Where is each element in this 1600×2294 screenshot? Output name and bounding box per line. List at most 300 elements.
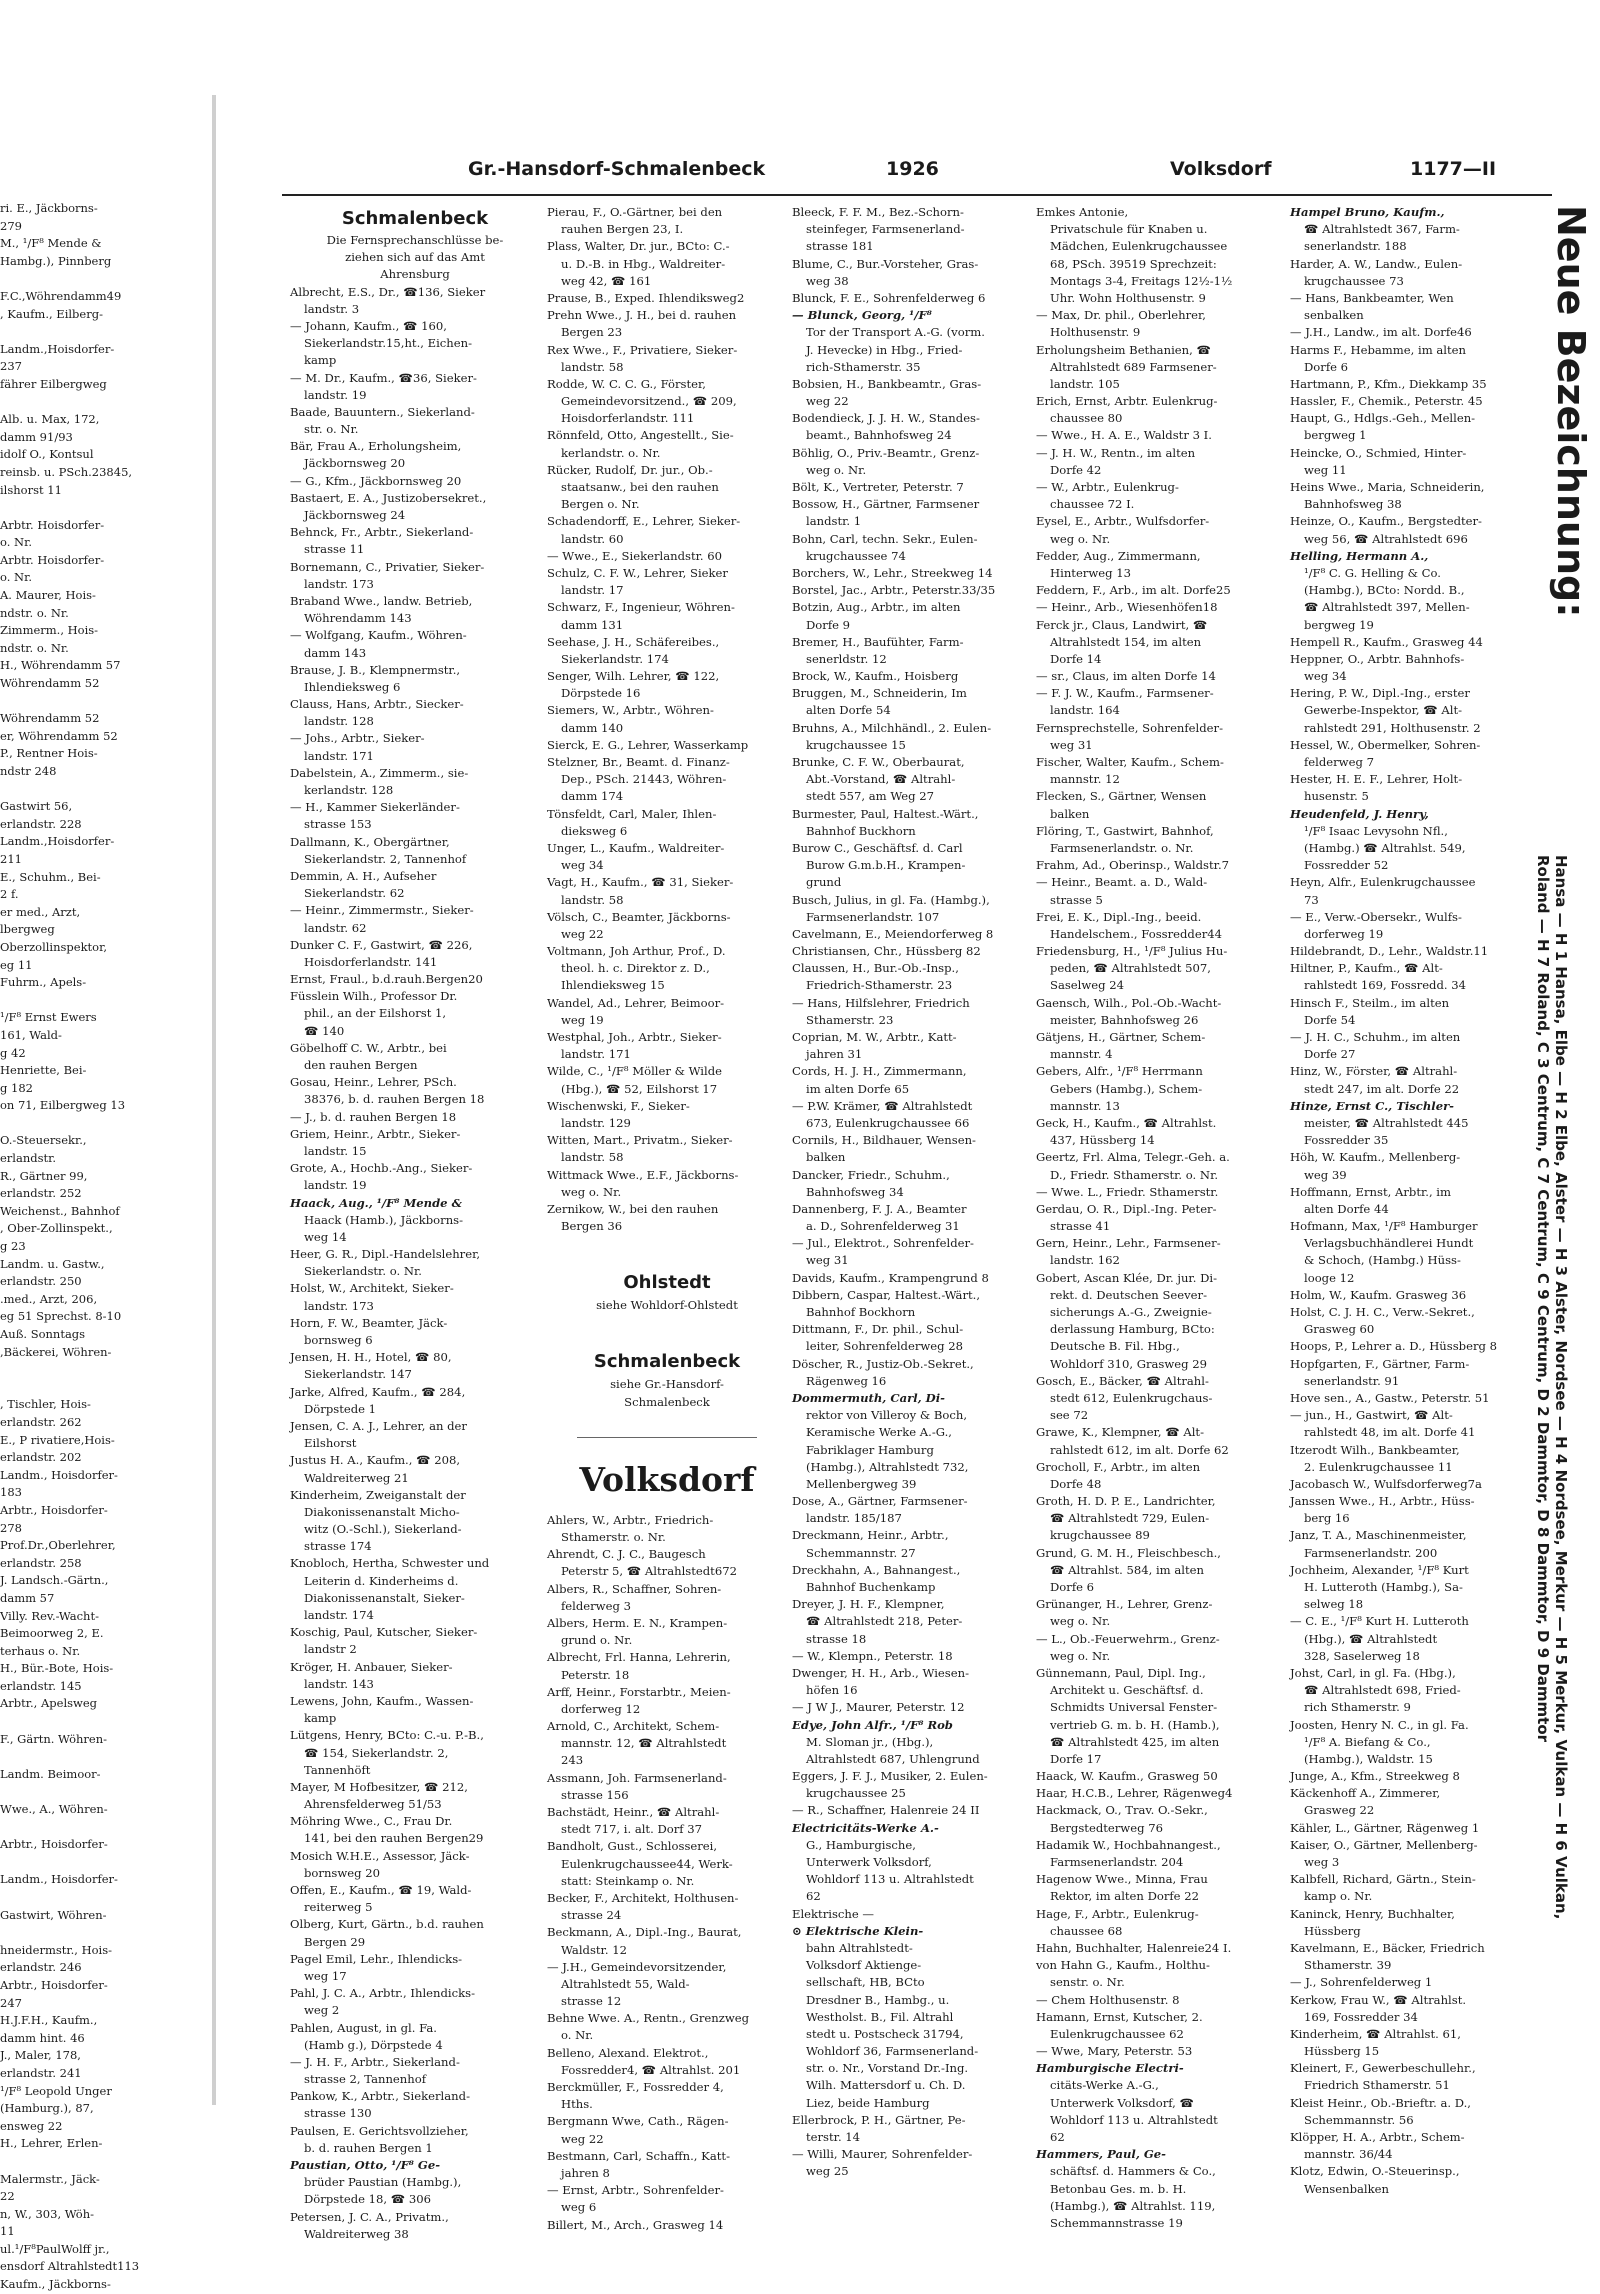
entry-line: Wohldorf 310, Grasweg 29 xyxy=(1050,1356,1208,1371)
section-note: Die Fernsprechanschlüsse be- xyxy=(326,233,504,247)
directory-entry xyxy=(1290,2026,1548,2060)
entry-line: Holthusenstr. 9 xyxy=(1050,325,1141,340)
entry-line: 328, Saselerweg 18 xyxy=(1304,1648,1420,1663)
entry-line: von Hahn G., Kaufm., Holthu- xyxy=(1036,1958,1210,1973)
entry-line: Siekerlandstr. o. Nr. xyxy=(304,1264,422,1279)
entry-line: Heppner, O., Arbtr. Bahnhofs- xyxy=(1290,651,1465,666)
entry-line: Heinze, O., Kaufm., Bergstedter- xyxy=(1290,514,1482,529)
entry-line: sellschaft, HB, BCto xyxy=(806,1975,925,1990)
entry-line: citäts-Werke A.-G., xyxy=(1050,2078,1159,2093)
entry-line: Behne Wwe. A., Rentn., Grenzweg xyxy=(547,2011,750,2026)
entry-line: Dresdner B., Hambg., u. xyxy=(806,1992,950,2007)
entry-line: Tönsfeldt, Carl, Maler, Ihlen- xyxy=(547,806,717,821)
directory-entry xyxy=(290,318,540,370)
entry-line: grund o. Nr. xyxy=(561,1633,633,1648)
entry-line: Wandel, Ad., Lehrer, Beimoor- xyxy=(547,995,725,1010)
entry-line: rahlstedt 612, im alt. Dorfe 62 xyxy=(1050,1442,1229,1457)
entry-line: Rönnfeld, Otto, Angestellt., Sie- xyxy=(547,428,734,443)
entry-line: landstr. 143 xyxy=(304,1676,374,1691)
entry-line: weg 11 xyxy=(1304,462,1347,477)
entry-line: Dunker C. F., Gastwirt, ☎ 226, xyxy=(290,937,473,952)
entry-line: Bahnhof Bockhorn xyxy=(806,1305,916,1319)
entry-line: Friedrich-Sthamerstr. 23 xyxy=(806,978,953,993)
entry-line: Dorfe 14 xyxy=(1050,651,1102,666)
entry-line: landstr. 128 xyxy=(304,714,374,729)
entry-line: Dorfe 54 xyxy=(1304,1012,1356,1027)
left-fragment-line xyxy=(0,1748,150,1766)
entry-line: Clauss, Hans, Arbtr., Siecker- xyxy=(290,697,464,712)
entry-line: Haack (Hamb.), Jäckborns- xyxy=(304,1212,464,1227)
entry-line: peden, ☎ Altrahlstedt 507, xyxy=(1050,961,1211,976)
directory-entry xyxy=(290,2054,540,2088)
directory-entry xyxy=(290,971,540,988)
directory-entry xyxy=(1036,1871,1286,1905)
directory-entry xyxy=(1036,2060,1286,2146)
entry-line: Abt.-Vorstand, ☎ Altrahl- xyxy=(806,772,956,787)
entry-line: Farmsenerlandstr. o. Nr. xyxy=(1050,840,1194,855)
directory-entry xyxy=(290,559,540,593)
directory-entry xyxy=(1290,1390,1548,1407)
entry-line: Borstel, Jac., Arbtr., Peterstr.33/35 xyxy=(792,583,996,598)
directory-entry xyxy=(547,2045,787,2079)
entry-line: (Hambg.), BCto: Nordd. B., xyxy=(1304,583,1465,598)
directory-entry xyxy=(1036,445,1286,479)
entry-line: Petersen, J. C. A., Privatm., xyxy=(290,2209,449,2224)
directory-entry xyxy=(1290,479,1548,513)
directory-entry xyxy=(547,2182,787,2216)
entry-line: dorferweg 19 xyxy=(1304,926,1384,941)
entry-line: husenstr. 5 xyxy=(1304,789,1369,804)
left-fragment-line: Wöhrendamm 52 xyxy=(0,711,100,726)
left-fragment-line: Arbtr. Hoisdorfer- xyxy=(0,517,105,532)
entry-line: kerlandstr. 128 xyxy=(304,783,394,798)
entry-line: alten Dorfe 54 xyxy=(806,703,891,718)
entry-line: ☎ Altrahlstedt 729, Eulen- xyxy=(1050,1511,1210,1526)
directory-entry xyxy=(1290,909,1548,943)
entry-line: Blume, C., Bur.-Vorsteher, Gras- xyxy=(792,256,979,271)
entry-line: Vagt, H., Kaufm., ☎ 31, Sieker- xyxy=(547,875,734,890)
entry-line: krugchaussee 25 xyxy=(806,1786,906,1801)
entry-line: Wilh. Mattersdorf u. Ch. D. xyxy=(806,2078,966,2093)
entry-line: Kerkow, Frau W., ☎ Altrahlst. xyxy=(1290,1992,1467,2007)
left-fragment-line: H., Lehrer, Erlen- xyxy=(0,2136,103,2151)
entry-line: Johst, Carl, in gl. Fa. (Hbg.), xyxy=(1290,1665,1456,1680)
directory-entry xyxy=(1036,720,1286,754)
directory-entry xyxy=(547,874,787,908)
directory-entry xyxy=(290,404,540,438)
left-fragment-line: Gastwirt 56, xyxy=(0,799,73,814)
entry-line: Siemers, W., Arbtr., Wöhren- xyxy=(547,703,714,718)
left-fragment-line xyxy=(0,1889,150,1907)
entry-line: 62 xyxy=(806,1889,821,1904)
directory-entry xyxy=(1036,823,1286,857)
entry-line: Ernst, Fraul., b.d.rauh.Bergen20 xyxy=(290,972,483,987)
entry-line: Dannenberg, F. J. A., Beamter xyxy=(792,1201,967,1216)
entry-line: Eggers, J. F. J., Musiker, 2. Eulen- xyxy=(792,1769,988,1784)
entry-line: Junge, A., Kfm., Streekweg 8 xyxy=(1290,1769,1460,1784)
entry-line: Gemeindevorsitzend., ☎ 209, xyxy=(561,394,737,409)
left-fragment-line: Landm., Hoisdorfer- xyxy=(0,1467,118,1482)
entry-line: Claussen, H., Bur.-Ob.-Insp., xyxy=(792,961,959,976)
directory-entry xyxy=(1036,617,1286,669)
entry-line: Schmidts Universal Fenster- xyxy=(1050,1700,1218,1715)
entry-line: Busch, Julius, in gl. Fa. (Hambg.), xyxy=(792,892,990,907)
entry-line: Pagel Emil, Lehr., Ihlendicks- xyxy=(290,1951,463,1966)
entry-line: Hammers, Paul, Ge- xyxy=(1036,2147,1166,2162)
entry-line: Haack, W. Kaufm., Grasweg 50 xyxy=(1036,1769,1218,1784)
directory-entry xyxy=(290,1727,540,1779)
left-fragment-line xyxy=(0,499,150,517)
left-fragment-line: Arbtr., Apelsweg xyxy=(0,1696,98,1711)
entry-line: — jun., H., Gastwirt, ☎ Alt- xyxy=(1290,1408,1453,1423)
entry-line: Grocholl, F., Arbtr., im alten xyxy=(1036,1459,1201,1474)
directory-entry xyxy=(547,1546,787,1580)
entry-line: Eilshorst xyxy=(304,1436,357,1451)
entry-line: landstr. 3 xyxy=(304,301,360,316)
entry-line: kerlandstr. o. Nr. xyxy=(561,445,661,460)
directory-entry xyxy=(792,1717,1032,1769)
entry-line: Gosau, Heinr., Lehrer, PSch. xyxy=(290,1075,457,1090)
directory-entry xyxy=(547,513,787,547)
entry-line: Wohldorf 36, Farmsenerland- xyxy=(806,2044,979,2059)
entry-line: Olberg, Kurt, Gärtn., b.d. rauhen xyxy=(290,1917,484,1932)
directory-entry xyxy=(1290,1407,1548,1441)
directory-entry xyxy=(1290,943,1548,960)
page-number: 1177—II xyxy=(1410,158,1497,180)
entry-line: Bohn, Carl, techn. Sekr., Eulen- xyxy=(792,531,978,546)
entry-line: — J. H. W., Rentn., im alten xyxy=(1036,445,1196,460)
directory-entry xyxy=(547,204,787,238)
directory-entry xyxy=(1036,874,1286,908)
directory-entry xyxy=(1290,806,1548,875)
entry-line: Döscher, R., Justiz-Ob.-Sekret., xyxy=(792,1356,974,1371)
entry-line: mannstr. 12, ☎ Altrahlstedt xyxy=(561,1736,727,1751)
entry-line: Brause, J. B., Klempnermstr., xyxy=(290,662,461,677)
left-fragment-line: ensweg 22 xyxy=(0,2118,63,2133)
header-right-title: Volksdorf xyxy=(1170,158,1272,180)
left-fragment-line: erlandstr. 228 xyxy=(0,816,82,831)
left-fragment-line xyxy=(0,1361,150,1379)
directory-entry xyxy=(1036,1201,1286,1235)
entry-line: im alten Dorfe 65 xyxy=(806,1081,910,1096)
directory-entry xyxy=(792,1768,1032,1802)
entry-line: Frei, E. K., Dipl.-Ing., beeid. xyxy=(1036,909,1202,924)
directory-entry xyxy=(1036,1992,1286,2009)
directory-entry xyxy=(792,1527,1032,1561)
entry-line: ☎ 140 xyxy=(304,1023,345,1038)
entry-line: Unger, L., Kaufm., Waldreiter- xyxy=(547,840,725,855)
directory-entry xyxy=(792,806,1032,840)
directory-entry xyxy=(792,926,1032,943)
entry-line: J. Hevecke) in Hbg., Fried- xyxy=(806,342,963,357)
directory-entry xyxy=(792,1132,1032,1166)
left-fragment-line: , Kaufm., Eilberg- xyxy=(0,306,103,321)
entry-line: Belleno, Alexand. Elektrot., xyxy=(547,2045,709,2060)
entry-line: Friedrich Sthamerstr. 51 xyxy=(1304,2078,1450,2093)
entry-line: Hüssberg xyxy=(1304,1923,1361,1938)
entry-line: Wischenwski, F., Sieker- xyxy=(547,1098,690,1113)
entry-line: Kleist Heinr., Ob.-Brieftr. a. D., xyxy=(1290,2095,1471,2110)
entry-line: a. D., Sohrenfelderweg 31 xyxy=(806,1219,960,1234)
left-fragment-line: Landm., Hoisdorfer- xyxy=(0,1872,118,1887)
entry-line: Grote, A., Hochb.-Ang., Sieker- xyxy=(290,1161,473,1176)
entry-line: senerldstr. 12 xyxy=(806,651,887,666)
directory-entry xyxy=(547,737,787,754)
entry-line: — M. Dr., Kaufm., ☎36, Sieker- xyxy=(290,370,477,385)
entry-line: Ahlers, W., Arbtr., Friedrich- xyxy=(547,1512,714,1527)
entry-line: Edye, John Alfr., ¹/F⁸ Rob xyxy=(792,1717,953,1732)
directory-entry xyxy=(1290,1287,1548,1304)
sideband-title: Neue Bezeichnung: xyxy=(1549,205,1593,618)
entry-line: berg 16 xyxy=(1304,1511,1350,1526)
entry-line: strasse 174 xyxy=(304,1539,372,1554)
entry-line: Koschig, Paul, Kutscher, Sieker- xyxy=(290,1625,478,1640)
left-fragment-line: 237 xyxy=(0,359,22,374)
entry-line: Wohldorf 113 u. Altrahlstedt xyxy=(1050,2112,1218,2127)
entry-line: Rex Wwe., F., Privatiere, Sieker- xyxy=(547,342,738,357)
directory-entry xyxy=(792,943,1032,960)
left-fragment-line xyxy=(0,781,150,799)
entry-line: Bodendieck, J. J. H. W., Standes- xyxy=(792,411,980,426)
directory-entry xyxy=(792,1493,1032,1527)
directory-entry xyxy=(547,1649,787,1683)
entry-line: — C. E., ¹/F⁸ Kurt H. Lutteroth xyxy=(1290,1614,1469,1629)
entry-line: Hassler, F., Chemik., Peterstr. 45 xyxy=(1290,394,1483,409)
entry-line: landstr. 58 xyxy=(561,1150,624,1165)
directory-entry xyxy=(1036,1184,1286,1201)
directory-entry xyxy=(547,754,787,806)
entry-line: ¹/F⁸ A. Biefang & Co., xyxy=(1304,1734,1431,1749)
entry-line: landstr. 62 xyxy=(304,920,367,935)
entry-line: — Hans, Bankbeamter, Wen xyxy=(1290,290,1454,305)
entry-line: ☎ Altrahlstedt 425, im alten xyxy=(1050,1734,1220,1749)
entry-line: bornsweg 6 xyxy=(304,1333,373,1348)
left-fragment-line: M., ¹/F⁸ Mende & xyxy=(0,236,102,251)
directory-entry xyxy=(1290,1356,1548,1390)
directory-entry xyxy=(1036,1906,1286,1940)
entry-line: Arff, Heinr., Forstarbtr., Meien- xyxy=(547,1684,731,1699)
directory-entry xyxy=(547,1718,787,1770)
entry-line: Flöring, T., Gastwirt, Bahnhof, xyxy=(1036,823,1214,838)
entry-line: mannstr. 12 xyxy=(1050,772,1120,787)
entry-line: Fossredder 52 xyxy=(1304,858,1389,873)
entry-line: Fischer, Walter, Kaufm., Schem- xyxy=(1036,755,1224,769)
entry-line: Kalbfell, Richard, Gärtn., Stein- xyxy=(1290,1872,1476,1887)
entry-line: Frahm, Ad., Oberinsp., Waldstr.7 xyxy=(1036,858,1229,873)
entry-line: Knobloch, Hertha, Schwester und xyxy=(290,1556,490,1571)
left-fragment-line: eg 51 Sprechst. 8-10 xyxy=(0,1309,122,1324)
entry-line: weg 39 xyxy=(1304,1167,1347,1182)
entry-line: Altrahlstedt 154, im alten xyxy=(1050,634,1202,649)
entry-line: Billert, M., Arch., Grasweg 14 xyxy=(547,2217,724,2232)
directory-entry xyxy=(792,1923,1032,2112)
entry-line: Ellerbrock, P. H., Gärtner, Pe- xyxy=(792,2112,966,2127)
entry-line: Wilde, C., ¹/F⁸ Möller & Wilde xyxy=(547,1064,722,1079)
entry-line: rich Sthamerstr. 9 xyxy=(1304,1700,1411,1715)
entry-line: Braband Wwe., landw. Betrieb, xyxy=(290,593,473,608)
entry-line: Haar, H.C.B., Lehrer, Rägenweg4 xyxy=(1036,1786,1233,1801)
entry-line: Blunck, F. E., Sohrenfelderweg 6 xyxy=(792,290,986,305)
directory-entry xyxy=(1036,1459,1286,1493)
directory-entry xyxy=(1290,995,1548,1029)
entry-line: bahn Altrahlstedt- xyxy=(806,1940,913,1955)
directory-entry xyxy=(1036,754,1286,788)
entry-line: 62 xyxy=(1050,2130,1065,2144)
directory-entry xyxy=(547,290,787,307)
entry-line: Hoops, P., Lehrer a. D., Hüssberg 8 xyxy=(1290,1339,1497,1354)
directory-entry xyxy=(792,995,1032,1029)
directory-entry xyxy=(1036,1940,1286,1957)
entry-line: rich-Sthamerstr. 35 xyxy=(806,359,921,374)
directory-entry xyxy=(290,2088,540,2122)
entry-line: weg 42, ☎ 161 xyxy=(561,273,652,288)
entry-line: Kleinert, F., Gewerbeschullehr., xyxy=(1290,2061,1476,2076)
directory-entry xyxy=(792,290,1032,307)
entry-line: Dorfe 17 xyxy=(1050,1751,1102,1766)
entry-line: ☎ Altrahlstedt 397, Mellen- xyxy=(1304,600,1470,615)
directory-entry xyxy=(1290,1338,1548,1355)
directory-entry xyxy=(792,1699,1032,1716)
section-heading: Ohlstedt xyxy=(623,1272,711,1294)
directory-entry xyxy=(290,1315,540,1349)
sideband-line-1: Hansa — H 1 Hansa, Elbe — H 2 Elbe, Alster — H 3 Alster, Nordsee — H 4 Nordsee, Merkur — H 5 Merkur, Vulkan — H 6 Vulkan, xyxy=(1552,855,1570,1920)
entry-line: meister, Bahnhofsweg 26 xyxy=(1050,1012,1199,1027)
entry-line: — Heinr., Zimmermstr., Sieker- xyxy=(290,903,474,918)
directory-entry xyxy=(290,988,540,1040)
entry-line: Gätjens, H., Gärtner, Schem- xyxy=(1036,1030,1206,1044)
entry-line: weg 38 xyxy=(806,273,849,288)
entry-line: Eulenkrugchaussee 62 xyxy=(1050,2026,1184,2041)
directory-entry xyxy=(1290,651,1548,685)
directory-entry xyxy=(547,376,787,428)
entry-line: Hildebrandt, D., Lehr., Waldstr.11 xyxy=(1290,944,1489,959)
directory-entry xyxy=(547,1029,787,1063)
entry-line: Jäckbornsweg 20 xyxy=(304,456,406,471)
directory-entry xyxy=(1290,548,1548,634)
entry-line: Prehn Wwe., J. H., bei d. rauhen xyxy=(547,308,737,323)
entry-line: 169, Fossredder 34 xyxy=(1304,2009,1418,2024)
entry-line: Keramische Werke A.-G., xyxy=(806,1425,952,1440)
directory-entry xyxy=(547,840,787,874)
header-year: 1926 xyxy=(886,158,939,180)
entry-line: Brunke, C. F. W., Oberbaurat, xyxy=(792,755,965,769)
entry-line: weg 3 xyxy=(1304,1855,1340,1869)
left-fragment-line: Arbtr., Hoisdorfer- xyxy=(0,1837,108,1852)
entry-line: landstr. 60 xyxy=(561,531,624,546)
directory-entry xyxy=(792,582,1032,599)
left-fragment-line: Arbtr. Hoisdorfer- xyxy=(0,552,105,567)
entry-line: Dreckhahn, A., Bahnangest., xyxy=(792,1562,961,1577)
directory-entry xyxy=(1036,479,1286,513)
left-fragment-line: eg 11 xyxy=(0,957,33,972)
entry-line: jahren 31 xyxy=(806,1047,863,1062)
section-note: Ahrensburg xyxy=(380,267,450,282)
directory-entry xyxy=(792,685,1032,719)
entry-line: krugchaussee 73 xyxy=(1304,273,1404,288)
entry-line: Burmester, Paul, Haltest.-Wärt., xyxy=(792,806,979,821)
entry-line: weg 17 xyxy=(304,1968,347,1983)
entry-line: Jarke, Alfred, Kaufm., ☎ 284, xyxy=(290,1384,466,1399)
left-fragment-line: er, Wöhrendamm 52 xyxy=(0,728,118,743)
entry-line: o. Nr. xyxy=(561,2028,594,2043)
entry-line: Justus H. A., Kaufm., ☎ 208, xyxy=(290,1453,461,1468)
entry-line: 243 xyxy=(561,1753,584,1768)
entry-line: Bandholt, Gust., Schlosserei, xyxy=(547,1839,718,1854)
entry-line: — H., Kammer Siekerländer- xyxy=(290,800,460,815)
directory-entry xyxy=(792,1390,1032,1493)
entry-line: den rauhen Bergen xyxy=(304,1058,418,1073)
left-fragment-line: Landm. u. Gastw., xyxy=(0,1256,105,1271)
directory-entry xyxy=(1290,1717,1548,1769)
entry-line: Dörpstede 16 xyxy=(561,686,641,701)
entry-line: Altrahlstedt 689 Farmsener- xyxy=(1050,359,1217,374)
entry-line: Mosich W.H.E., Assessor, Jäck- xyxy=(290,1848,470,1863)
entry-line: Jensen, C. A. J., Lehrer, an der xyxy=(290,1418,467,1433)
directory-entry xyxy=(1036,943,1286,995)
directory-entry xyxy=(1036,995,1286,1029)
directory-entry xyxy=(290,1195,540,1247)
left-fragment-line: Alb. u. Max, 172, xyxy=(0,412,100,427)
entry-line: Volksdorf Aktienge- xyxy=(806,1958,922,1973)
entry-line: Davids, Kaufm., Krampengrund 8 xyxy=(792,1270,989,1285)
entry-line: Siekerlandstr. 174 xyxy=(561,651,669,666)
directory-entry xyxy=(290,730,540,764)
left-fragment-line: E., P rivatiere,Hois- xyxy=(0,1432,115,1447)
entry-line: Brock, W., Kaufm., Hoisberg xyxy=(792,669,959,684)
entry-line: Albrecht, E.S., Dr., ☎136, Sieker xyxy=(290,284,486,299)
entry-line: Kaiser, O., Gärtner, Mellenberg- xyxy=(1290,1837,1478,1852)
left-fragment-line: erlandstr. xyxy=(0,1151,57,1166)
left-fragment-line: (Hamburg.), 87, xyxy=(0,2101,94,2116)
directory-entry xyxy=(1290,2129,1548,2163)
left-fragment-line: on 71, Eilbergweg 13 xyxy=(0,1098,126,1113)
entry-line: weg 31 xyxy=(1050,737,1093,752)
entry-line: strasse 181 xyxy=(806,239,874,254)
left-fragment-line: ¹/F⁸ Leopold Unger xyxy=(0,2083,112,2098)
entry-line: Waldreiterweg 38 xyxy=(304,2226,409,2241)
entry-line: strasse 2, Tannenhof xyxy=(304,2072,426,2087)
entry-line: — Max, Dr. phil., Oberlehrer, xyxy=(1036,308,1206,323)
directory-entry xyxy=(1290,2060,1548,2094)
directory-entry xyxy=(1290,634,1548,651)
entry-line: rahlstedt 48, im alt. Dorfe 41 xyxy=(1304,1425,1476,1440)
entry-line: Heyn, Alfr., Eulenkrugchaussee xyxy=(1290,875,1476,890)
entry-line: Siekerlandstr. 147 xyxy=(304,1367,412,1382)
directory-entry xyxy=(792,840,1032,892)
entry-line: — Hans, Hilfslehrer, Friedrich xyxy=(792,995,970,1010)
entry-line: damm 131 xyxy=(561,617,624,632)
entry-line: weg 22 xyxy=(561,2131,604,2146)
entry-line: Emkes Antonie, xyxy=(1036,205,1129,219)
entry-line: Dorfe 9 xyxy=(806,617,851,632)
directory-entry xyxy=(290,1951,540,1985)
directory-entry xyxy=(547,2113,787,2147)
entry-line: Joosten, Henry N. C., in gl. Fa. xyxy=(1290,1717,1469,1732)
entry-line: Kaninck, Henry, Buchhalter, xyxy=(1290,1906,1455,1921)
directory-entry xyxy=(792,1321,1032,1355)
directory-entry xyxy=(1036,427,1286,444)
entry-line: Erich, Ernst, Arbtr. Eulenkrug- xyxy=(1036,394,1218,409)
entry-line: Wittmack Wwe., E.F., Jäckborns- xyxy=(547,1167,739,1182)
entry-line: landstr. 1 xyxy=(806,514,862,529)
left-fragment-line: Arbtr., Hoisdorfer- xyxy=(0,1977,108,1992)
entry-line: Peterstr. 18 xyxy=(561,1667,630,1682)
directory-entry xyxy=(547,1959,787,2011)
directory-entry xyxy=(290,1882,540,1916)
entry-line: steinfeger, Farmsenerland- xyxy=(806,222,965,237)
entry-line: Hove sen., A., Gastw., Peterstr. 51 xyxy=(1290,1390,1490,1405)
entry-line: Janz, T. A., Maschinenmeister, xyxy=(1290,1528,1467,1543)
